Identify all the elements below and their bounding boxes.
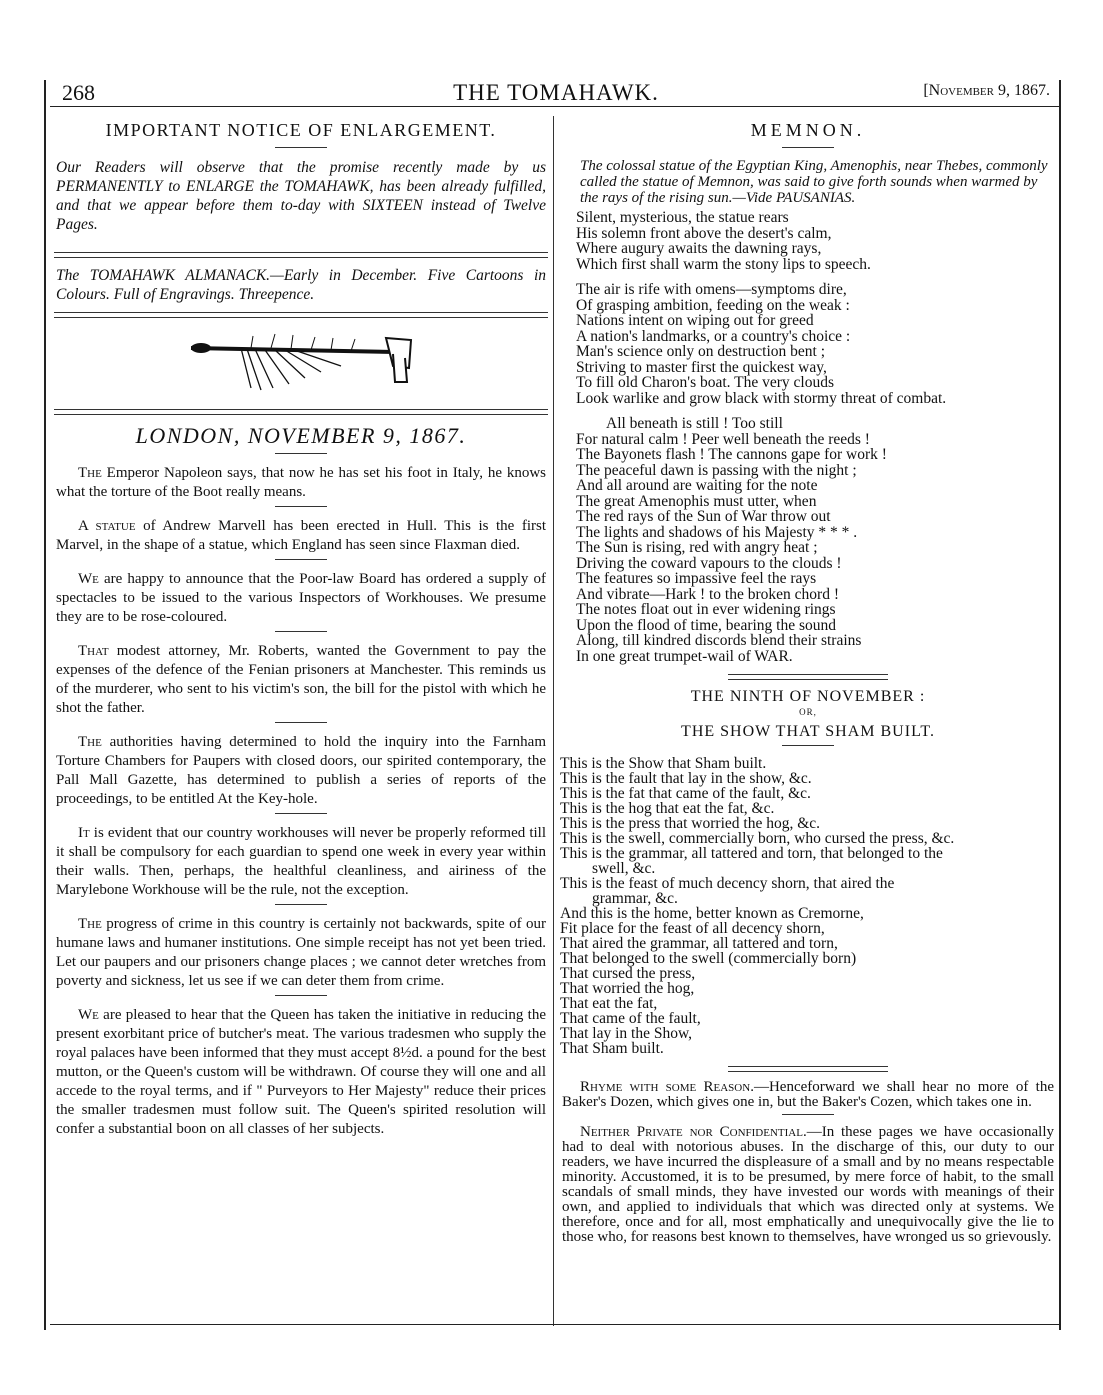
verse-line: That aired the grammar, all tattered and torn,: [560, 935, 838, 952]
short-rule: [275, 813, 327, 814]
verse-line: Along, till kindred discords blend their strains: [576, 632, 862, 649]
rhyme-lead: Rhyme with some Reason.: [580, 1079, 754, 1095]
double-rule: [54, 312, 548, 318]
verse-line: A nation's landmarks, or a country's choice :: [576, 327, 851, 345]
paragraph-lead: We: [78, 571, 99, 587]
column-divider: [553, 116, 554, 1326]
double-rule: [728, 674, 888, 680]
verse-line: Man's science only on destruction bent ;: [576, 343, 826, 360]
paragraph-lead: It: [78, 825, 90, 841]
news-paragraph: [56, 464, 546, 502]
verse-line: In one great trumpet-wail of WAR.: [576, 647, 793, 665]
verse-line: swell, &c.: [592, 860, 656, 877]
header-rule: [50, 106, 1060, 107]
paragraph-text: progress of crime in this country is certainly not backwards, spite of our humane laws and humaner institutions. One simple receipt has not yet been tried. Let our paupers and our prisoners change places ; we cannot deter wretches from poverty and sickness, let us see if we can deter them from crime.: [56, 916, 546, 989]
news-paragraph: [56, 517, 546, 555]
rhyme-paragraph: [562, 1080, 1054, 1110]
bottom-rule: [50, 1324, 1060, 1325]
double-rule: [54, 252, 548, 258]
verse-line: This is the fat that came of the fault, &c.: [560, 785, 811, 802]
verse-line: Nations intent on wiping out for greed: [576, 312, 814, 329]
verse-line: Look warlike and grow black with stormy threat of combat.: [576, 389, 947, 407]
verse-line: Of grasping ambition, feeding on the weak :: [576, 296, 850, 314]
verse-line: This is the grammar, all tattered and torn, that belonged to the: [560, 845, 943, 862]
short-rule: [275, 506, 327, 507]
paragraph-text: are pleased to hear that the Queen has taken the initiative in reducing the present exorbitant price of butcher's meat. The various tradesmen who supply the royal palaces have been informed that they must accept 8½d. a pound for the best mutton, or the Queen's custom will be withdrawn. Of course they will one and all accede to the royal terms, and if " Purveyors to Her Majesty" reduce their prices the smaller tradesmen must follow suit. The Queen's spirited resolution will confer a substantial boon on all classes of her subjects.: [56, 1007, 546, 1137]
verse-line: The red rays of the Sun of War throw out: [576, 508, 831, 525]
short-rule: [782, 1114, 834, 1115]
verse-line: The great Amenophis must utter, when: [576, 492, 817, 510]
stanza: [576, 416, 1056, 664]
paragraph-lead: We: [78, 1007, 99, 1023]
short-rule: [782, 147, 834, 148]
notice-title: IMPORTANT NOTICE OF ENLARGEMENT.: [105, 120, 497, 140]
verse-line: Striving to master first the quickest way,: [576, 358, 827, 376]
paragraph-text: Emperor Napoleon says, that now he has set his foot in Italy, he knows what the torture of the Boot really means.: [56, 465, 546, 500]
verse-line: This is the Show that Sham built.: [560, 755, 767, 772]
verse-line: The lights and shadows of his Majesty * * * .: [576, 523, 858, 541]
short-rule: [275, 722, 327, 723]
verse-line: That eat the fat,: [560, 995, 658, 1012]
paragraph-text: authorities having determined to hold the inquiry into the Farnham Torture Chambers for Paupers with closed doors, our spirited contemporary, the Pall Mall Gazette, has determined to publish a series of reports of the proceedings, to be entitled At the Key-hole.: [56, 734, 546, 807]
short-rule: [782, 745, 834, 746]
verse-line: The Sun is rising, red with angry heat ;: [576, 539, 818, 556]
double-rule: [54, 409, 548, 415]
verse-line: For natural calm ! Peer well beneath the reeds !: [576, 430, 870, 448]
verse-line: His solemn front above the desert's calm,: [576, 224, 832, 242]
issue-date: [November 9, 1867.: [923, 82, 1050, 99]
neither-paragraph: [562, 1125, 1054, 1245]
paragraph-list: [54, 464, 548, 1139]
paragraph-text: of Andrew Marvell has been erected in Hull. This is the first Marvel, in the shape of a statue, which England has seen since Flaxman died.: [56, 518, 547, 553]
verse-line: All beneath is still ! Too still: [606, 415, 783, 432]
verse-line: This is the hog that eat the fat, &c.: [560, 800, 775, 817]
verse-line: This is the feast of much decency shorn, that aired the: [560, 875, 895, 892]
tomahawk-emblem-icon: [54, 326, 548, 401]
memnon-title: MEMNON.: [750, 120, 866, 140]
double-rule: [728, 1066, 888, 1072]
stanza: [576, 282, 1056, 406]
paragraph-lead: The: [78, 734, 102, 750]
verse-line: This is the swell, commercially born, who cursed the press, &c.: [560, 830, 955, 847]
verse-line: Where augury awaits the dawning rays,: [576, 240, 822, 257]
rhyme-text: —Henceforward we shall hear no more of the Baker's Dozen, which gives one in, but the Baker's Cozen, which takes one in.: [562, 1079, 1054, 1110]
verse-line: Upon the flood of time, bearing the sound: [576, 616, 837, 634]
news-paragraph: [56, 733, 546, 809]
verse-line: And all around are waiting for the note: [576, 477, 818, 494]
left-column: [54, 116, 548, 1139]
verse-line: To fill old Charon's boat. The very clouds: [576, 374, 834, 391]
verse-line: The Bayonets flash ! The cannons gape for work !: [576, 446, 887, 463]
verse-line: And this is the home, better known as Cremorne,: [560, 905, 864, 922]
verse-line: That lay in the Show,: [560, 1025, 693, 1042]
verse-line: This is the press that worried the hog, &c.: [560, 815, 821, 832]
verse-line: That worried the hog,: [560, 980, 695, 997]
ninth-title: THE NINTH OF NOVEMBER :: [690, 688, 926, 705]
news-paragraph: [56, 642, 546, 718]
verse-line: That belonged to the swell (commercially born): [560, 950, 857, 967]
show-poem: [560, 756, 1056, 1056]
verse-line: This is the fault that lay in the show, &c.: [560, 770, 812, 787]
london-heading: LONDON, NOVEMBER 9, 1867.: [135, 423, 467, 448]
paragraph-lead: The: [78, 465, 102, 481]
memnon-poem: [576, 210, 1056, 664]
news-paragraph: [56, 1006, 546, 1139]
stanza: [576, 210, 1056, 272]
short-rule: [275, 147, 327, 148]
verse-line: Silent, mysterious, the statue rears: [576, 209, 789, 226]
verse-line: The notes float out in ever widening rings: [576, 601, 836, 618]
newspaper-page: [50, 72, 1060, 1330]
right-column: [560, 116, 1056, 1245]
news-paragraph: [56, 570, 546, 627]
news-paragraph: [56, 824, 546, 900]
paragraph-text: is evident that our country workhouses will never be properly reformed till it shall be compulsory for each guardian to spend one week in every year within their walls. Then, perhaps, the healthful cleanliness, and airiness of the Marylebone Workhouse will be the rule, not the exception.: [56, 825, 546, 898]
show-title: THE SHOW THAT SHAM BUILT.: [681, 723, 935, 740]
verse-line: grammar, &c.: [592, 890, 678, 907]
paragraph-text: are happy to announce that the Poor-law Board has ordered a supply of spectacles to be issued to the various Inspectors of Workhouses. We presume they are to be rose-coloured.: [56, 571, 546, 625]
left-border-line: [44, 80, 46, 1330]
verse-line: Driving the coward vapours to the clouds !: [576, 554, 842, 572]
verse-line: Fit place for the feast of all decency shorn,: [560, 920, 825, 937]
verse-line: The air is rife with omens—symptoms dire,: [576, 281, 847, 298]
paragraph-lead: That: [78, 643, 109, 659]
short-rule: [275, 995, 327, 996]
verse-line: Which first shall warm the stony lips to speech.: [576, 255, 871, 273]
short-rule: [275, 453, 327, 454]
verse-line: That cursed the press,: [560, 965, 696, 982]
verse-line: And vibrate—Hark ! to the broken chord !: [576, 585, 839, 603]
neither-lead: Neither Private nor Confidential.: [580, 1124, 807, 1140]
short-rule: [275, 631, 327, 632]
news-paragraph: [56, 915, 546, 991]
masthead: THE TOMAHAWK.: [453, 80, 659, 105]
verse-line: The features so impassive feel the rays: [576, 570, 817, 587]
neither-text: —In these pages we have occasionally had to deal with notorious abuses. In the discharge of this, our duty to our readers, we have incurred the displeasure of a small and by no means respectable minority. Accustomed, it is to be presumed, by mere force of habit, to the small scandals of small minds, they have invested our words with meanings of their own, and applied to individuals that which was directed only at systems. We therefore, once and for all, most emphatically and unequivocally give the lie to those who, for reasons best known to themselves, have wronged us so grievously.: [562, 1124, 1055, 1245]
paragraph-lead: A statue: [78, 518, 136, 534]
notice-text: Our Readers will observe that the promise recently made by us PERMANENTLY to ENLARGE the TOMAHAWK, has been already fulfilled, and that we appear before them to-day with SIXTEEN instead of Twelve Pages.: [56, 159, 546, 233]
short-rule: [275, 904, 327, 905]
page-number: 268: [62, 80, 95, 105]
verse-line: That came of the fault,: [560, 1010, 701, 1027]
verse-line: That Sham built.: [560, 1040, 664, 1057]
memnon-epigraph: The colossal statue of the Egyptian King, Amenophis, near Thebes, commonly called the statue of Memnon, was said to give forth sounds when warmed by the rays of the rising sun.—Vide PAUSANIAS.: [580, 158, 1048, 206]
verse-line: The peaceful dawn is passing with the night ;: [576, 461, 857, 479]
short-rule: [275, 559, 327, 560]
paragraph-text: modest attorney, Mr. Roberts, wanted the Government to pay the expenses of the defence of the Fenian prisoners at Manchester. This reminds us of the murderer, who sent to his victim's son, the bill for the pistol with which he shot the father.: [56, 643, 546, 716]
page-header: [62, 80, 1050, 108]
or-separator: OR,: [799, 707, 817, 717]
paragraph-lead: The: [78, 916, 102, 932]
almanack-notice: The TOMAHAWK ALMANACK.—Early in December. Five Cartoons in Colours. Full of Engravings. Threepence.: [56, 267, 546, 303]
